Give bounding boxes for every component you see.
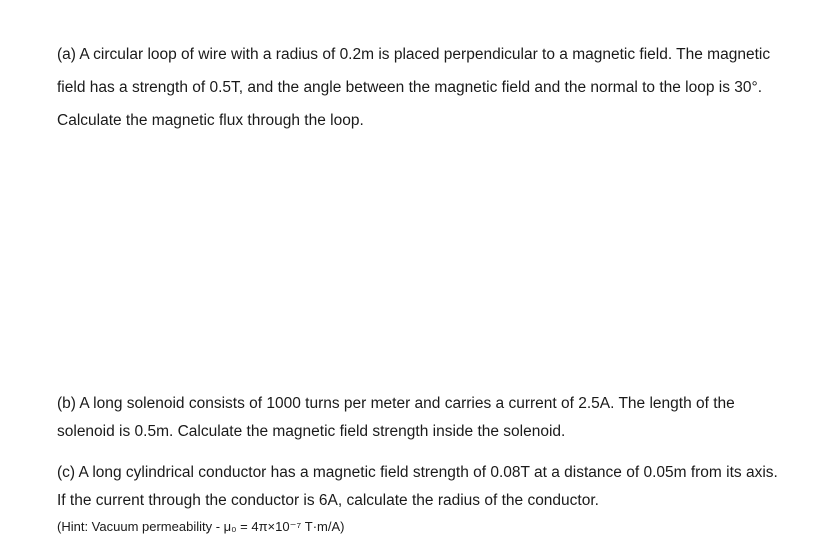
question-b: (b) A long solenoid consists of 1000 turns per meter and carries a current of 2.5A. The length of the solenoid is 0.5m. Calculate the magnetic field strength inside the solenoid. <box>57 395 735 440</box>
question-c: (c) A long cylindrical conductor has a magnetic field strength of 0.08T at a distance of 0.05m from its axis. If the current through the conductor is 6A, calculate the radius of the conductor. <box>57 464 778 509</box>
hint-text: (Hint: Vacuum permeability - μ₀ = 4π×10⁻⁷ T·m/A) <box>57 519 345 534</box>
question-a: (a) A circular loop of wire with a radius of 0.2m is placed perpendicular to a magnetic field. The magnetic field has a strength of 0.5T, and the angle between the magnetic field and the normal to the loop is 30°. Calculate the magnetic flux through the loop. <box>57 46 771 129</box>
